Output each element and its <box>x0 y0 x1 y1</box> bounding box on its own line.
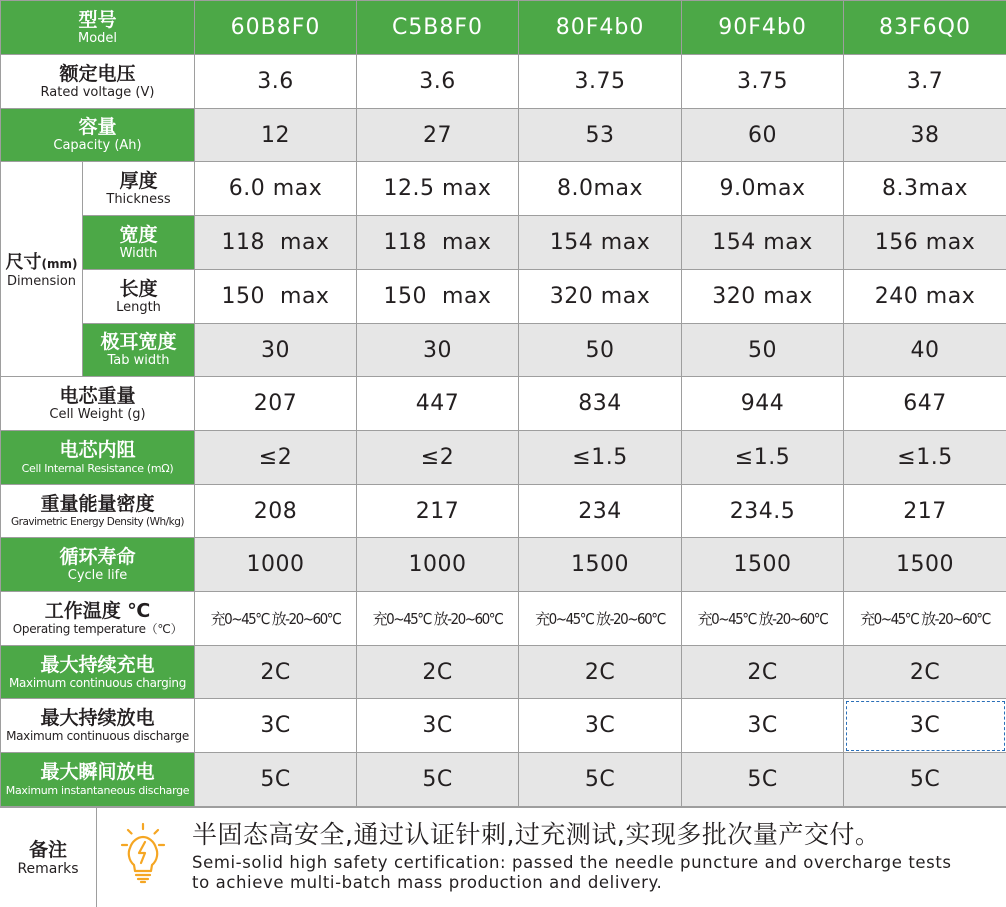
tab-width-label: 极耳宽度 Tab width <box>83 324 195 377</box>
table-cell: 38 <box>844 109 1006 162</box>
table-cell: 647 <box>844 377 1006 431</box>
length-row <box>1 270 1006 324</box>
table-cell: 5C <box>844 753 1006 807</box>
table-cell: 27 <box>357 109 519 162</box>
table-cell: 53 <box>519 109 682 162</box>
operating-temp-row <box>1 592 1006 646</box>
table-cell: 40 <box>844 324 1006 377</box>
lightbulb-icon <box>120 822 166 886</box>
model-header-cell <box>1 1 195 55</box>
max-charge-label: 最大持续充电 Maximum continuous charging <box>1 646 195 699</box>
remarks-label: 备注 Remarks <box>0 808 97 907</box>
table-cell: 2C <box>519 646 682 699</box>
table-cell: 320 max <box>519 270 682 324</box>
table-cell: 156 max <box>844 216 1006 270</box>
table-cell: 154 max <box>682 216 844 270</box>
table-cell: 60 <box>682 109 844 162</box>
table-cell: 3C <box>519 699 682 753</box>
table-cell: ≤1.5 <box>844 431 1006 485</box>
table-cell: 217 <box>357 485 519 538</box>
length-label: 长度 Length <box>83 270 195 324</box>
dimension-label: 尺寸(mm) Dimension <box>1 162 83 377</box>
table-cell: 3.6 <box>357 55 519 109</box>
table-cell: 30 <box>357 324 519 377</box>
table-cell: 50 <box>519 324 682 377</box>
max-instant-discharge-label: 最大瞬间放电 Maximum instantaneous discharge <box>1 753 195 807</box>
table-cell: 50 <box>682 324 844 377</box>
model-name: 83F6Q0 <box>844 1 1006 55</box>
table-cell: 118 max <box>357 216 519 270</box>
table-cell: 2C <box>844 646 1006 699</box>
cycle-life-label: 循环寿命 Cycle life <box>1 538 195 592</box>
internal-resistance-label: 电芯内阻 Cell Internal Resistance (mΩ) <box>1 431 195 485</box>
table-cell: 5C <box>195 753 357 807</box>
model-label-zh: 型号 <box>1 9 194 31</box>
model-name: 90F4b0 <box>682 1 844 55</box>
table-cell: 1500 <box>519 538 682 592</box>
cell-weight-row <box>1 377 1006 431</box>
table-cell: 150 max <box>357 270 519 324</box>
model-name: 80F4b0 <box>519 1 682 55</box>
table-cell: 充0~45℃ 放-20~60℃ <box>682 592 844 646</box>
width-label: 宽度 Width <box>83 216 195 270</box>
table-cell: 234.5 <box>682 485 844 538</box>
table-cell: 834 <box>519 377 682 431</box>
table-cell: 6.0 max <box>195 162 357 216</box>
table-cell: 207 <box>195 377 357 431</box>
capacity-row <box>1 109 1006 162</box>
table-cell: 447 <box>357 377 519 431</box>
table-cell: 1500 <box>682 538 844 592</box>
table-cell: 944 <box>682 377 844 431</box>
table-cell: 3.75 <box>519 55 682 109</box>
cell-weight-label: 电芯重量 Cell Weight (g) <box>1 377 195 431</box>
thickness-row <box>1 162 1006 216</box>
table-cell: 8.3max <box>844 162 1006 216</box>
selected-cell[interactable]: 3C <box>844 699 1006 753</box>
energy-density-row <box>1 485 1006 538</box>
internal-resistance-row <box>1 431 1006 485</box>
table-cell: 1000 <box>195 538 357 592</box>
table-cell: 充0~45℃ 放-20~60℃ <box>519 592 682 646</box>
table-cell: 充0~45℃ 放-20~60℃ <box>195 592 357 646</box>
table-cell: 2C <box>195 646 357 699</box>
table-cell: 1000 <box>357 538 519 592</box>
table-cell: 12 <box>195 109 357 162</box>
max-instant-discharge-row <box>1 753 1006 807</box>
table-cell: 208 <box>195 485 357 538</box>
table-cell: 充0~45℃ 放-20~60℃ <box>844 592 1006 646</box>
table-cell: 30 <box>195 324 357 377</box>
table-cell: 3C <box>682 699 844 753</box>
energy-density-label: 重量能量密度 Gravimetric Energy Density (Wh/kg) <box>1 485 195 538</box>
table-cell: 5C <box>357 753 519 807</box>
table-cell: 5C <box>519 753 682 807</box>
table-cell: 2C <box>357 646 519 699</box>
remarks-text-zh: 半固态高安全,通过认证针刺,过充测试,实现多批次量产交付。 <box>192 815 880 851</box>
table-cell: ≤2 <box>357 431 519 485</box>
rated-voltage-label: 额定电压 Rated voltage (V) <box>1 55 195 109</box>
rated-voltage-row <box>1 55 1006 109</box>
table-cell: 充0~45℃ 放-20~60℃ <box>357 592 519 646</box>
cycle-life-row <box>1 538 1006 592</box>
remarks-text-en-line1: Semi-solid high safety certification: passed the needle puncture and overcharge tests <box>192 853 952 873</box>
table-cell: 8.0max <box>519 162 682 216</box>
table-cell: ≤2 <box>195 431 357 485</box>
model-name: 60B8F0 <box>195 1 357 55</box>
table-cell: 3C <box>357 699 519 753</box>
table-cell: 1500 <box>844 538 1006 592</box>
max-discharge-row <box>1 699 1006 753</box>
max-charge-row <box>1 646 1006 699</box>
table-cell: 217 <box>844 485 1006 538</box>
table-cell: 2C <box>682 646 844 699</box>
table-cell: 3C <box>195 699 357 753</box>
table-cell: 240 max <box>844 270 1006 324</box>
remarks-text-en-line2: to achieve multi-batch mass production and delivery. <box>192 873 952 893</box>
table-cell: ≤1.5 <box>682 431 844 485</box>
table-cell: ≤1.5 <box>519 431 682 485</box>
model-label-en: Model <box>1 31 194 47</box>
header-row <box>1 1 1006 55</box>
table-cell: 154 max <box>519 216 682 270</box>
table-cell: 234 <box>519 485 682 538</box>
thickness-label: 厚度 Thickness <box>83 162 195 216</box>
table-cell: 9.0max <box>682 162 844 216</box>
model-name: C5B8F0 <box>357 1 519 55</box>
table-cell: 118 max <box>195 216 357 270</box>
table-cell: 3.6 <box>195 55 357 109</box>
tab-width-row <box>1 324 1006 377</box>
table-cell: 320 max <box>682 270 844 324</box>
remarks-text-en <box>192 853 952 893</box>
table-cell: 150 max <box>195 270 357 324</box>
table-cell: 5C <box>682 753 844 807</box>
table-cell: 12.5 max <box>357 162 519 216</box>
operating-temp-label: 工作温度 ℃ Operating temperature（℃） <box>1 592 195 646</box>
capacity-label: 容量 Capacity (Ah) <box>1 109 195 162</box>
table-cell: 3.7 <box>844 55 1006 109</box>
table-cell: 3.75 <box>682 55 844 109</box>
max-discharge-label: 最大持续放电 Maximum continuous discharge <box>1 699 195 753</box>
width-row <box>1 216 1006 270</box>
